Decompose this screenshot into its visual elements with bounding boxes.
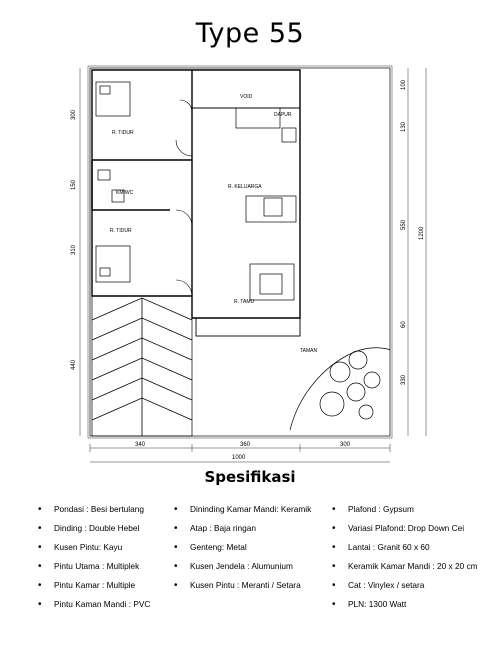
spec-item: • Pondasi : Besi bertulang (34, 500, 150, 519)
spec-item: • Pintu Kaman Mandi : PVC (34, 595, 150, 614)
dim-bottom-2: 360 (240, 442, 251, 448)
spec-item: • Pintu Utama : Multiplek (34, 557, 150, 576)
kitchen-counter (236, 108, 280, 128)
door-arc (176, 140, 192, 156)
spec-column-1 (34, 500, 150, 614)
dim-left-1: 300 (71, 109, 77, 120)
spec-item: • Plafond : Gypsum (328, 500, 478, 519)
label-r-tidur-1: R. TIDUR (112, 130, 134, 136)
label-void: VOID (240, 94, 253, 100)
door-arc (176, 280, 192, 296)
living-table (260, 274, 282, 294)
dim-left-3: 310 (71, 244, 77, 255)
door-arc (180, 100, 192, 112)
spec-column-2 (170, 500, 311, 595)
page-title: Type 55 (195, 18, 305, 49)
spec-item: • Kusen Jendela : Alumunium (170, 557, 311, 576)
plant-cluster (320, 351, 380, 419)
spec-item: • Dininding Kamar Mandi: Keramik (170, 500, 311, 519)
label-km-wc: KM/WC (116, 190, 134, 196)
dim-bottom-1: 340 (135, 442, 146, 448)
garden-edge (290, 348, 390, 430)
spec-item: • PLN: 1300 Watt (328, 595, 478, 614)
dim-right-2: 130 (401, 121, 407, 132)
spec-title: Spesifikasi (204, 468, 296, 486)
kitchen-sink (282, 128, 296, 142)
spec-item: • Atap : Baja ringan (170, 519, 311, 538)
dim-right-4: 60 (401, 321, 407, 328)
kmwc-wall (92, 160, 170, 210)
spec-item: • Dinding : Double Hebel (34, 519, 150, 538)
dim-left-2: 150 (71, 179, 77, 190)
label-taman: TAMAN (300, 348, 318, 354)
spec-item: • Lantai : Granit 60 x 60 (328, 538, 478, 557)
label-r-keluarga: R. KELUARGA (228, 184, 262, 190)
toilet (98, 170, 110, 180)
carport-pattern (92, 298, 192, 436)
label-r-tamu: R. TAMU (234, 299, 255, 305)
outer-line (88, 66, 392, 438)
bed-2 (96, 246, 130, 282)
door-arc (176, 210, 192, 226)
spec-item: • Genteng: Metal (170, 538, 311, 557)
bed-1 (96, 82, 130, 116)
dim-bottom-total: 1000 (232, 455, 246, 461)
dim-right-total: 1200 (419, 226, 425, 240)
family-table (264, 198, 282, 216)
spec-item: • Pintu Kamar : Multiple (34, 576, 150, 595)
spec-item: • Kusen Pintu : Meranti / Setara (170, 576, 311, 595)
dim-bottom-3: 300 (340, 442, 351, 448)
spec-item: • Cat : Vinylex / setara (328, 576, 478, 595)
dim-right-3: 550 (401, 219, 407, 230)
dim-right-5: 330 (401, 374, 407, 385)
terrace-steps (196, 318, 300, 336)
label-dapur: DAPUR (274, 112, 292, 118)
pillow-2 (100, 268, 110, 276)
spec-column-3 (328, 500, 478, 614)
dim-right-1: 100 (401, 79, 407, 90)
spec-item: • Keramik Kamar Mandi : 20 x 20 cm (328, 557, 478, 576)
dim-left-4: 440 (71, 359, 77, 370)
living-sofa (250, 264, 294, 300)
family-sofa (246, 196, 296, 222)
pillow-1 (100, 86, 110, 94)
label-r-tidur-2: R. TIDUR (110, 228, 132, 234)
spec-item: • Variasi Plafond: Drop Down Cei (328, 519, 478, 538)
spec-item: • Kusen Pintu: Kayu (34, 538, 150, 557)
